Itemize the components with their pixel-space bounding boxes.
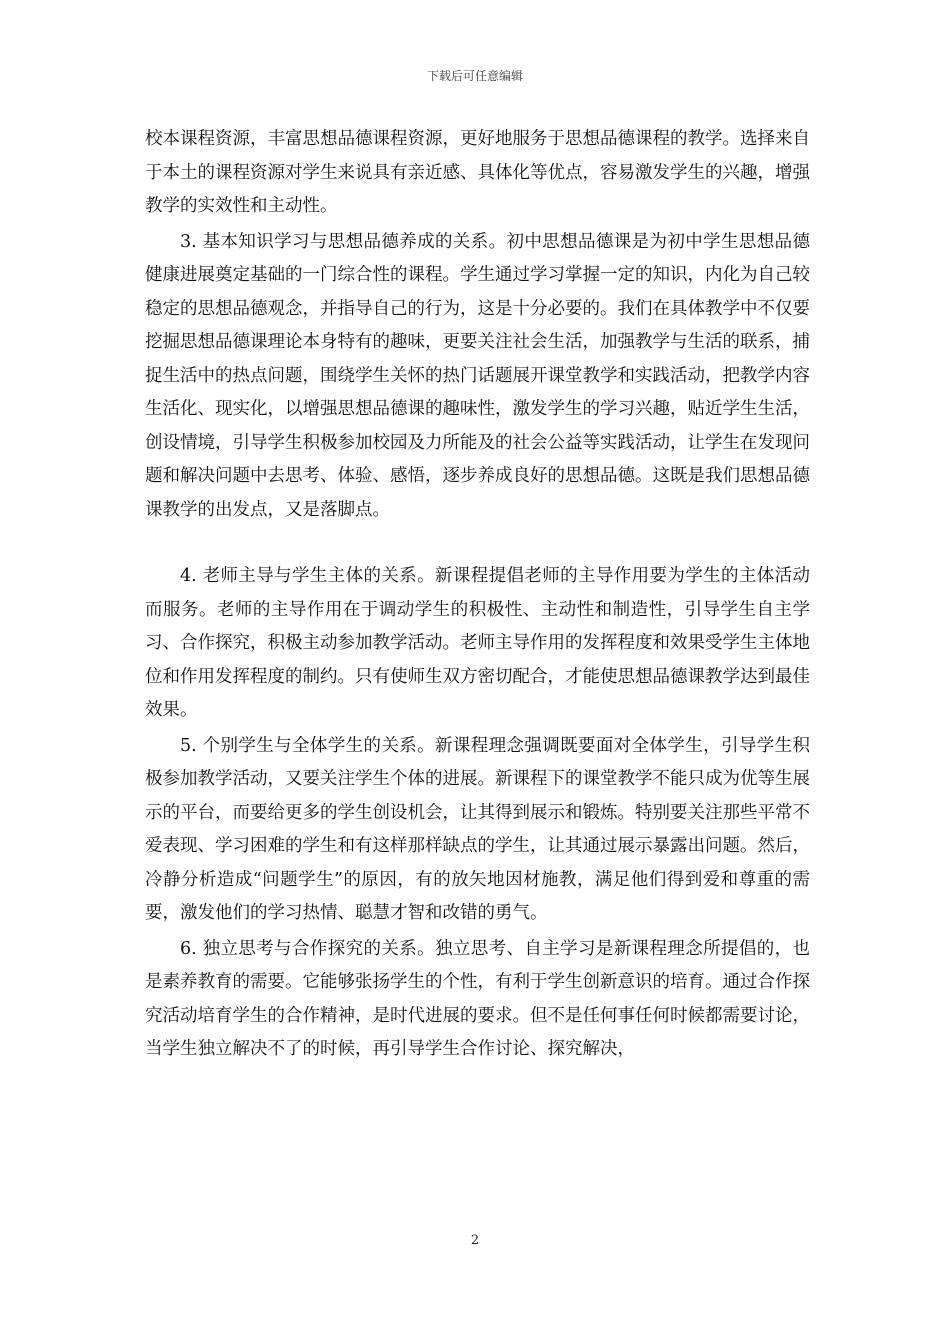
paragraph-3: 3. 基本知识学习与思想品德养成的关系。初中思想品德课是为初中学生思想品德健康进展奠定基础的一门综合性的课程。学生通过学习掌握一定的知识，内化为自己较稳定的思想品德观念，并指导自己的行为，这是十分必要的。我们在具体教学中不仅要挖掘思想品德课理论本身特有的趣味，更要关注社会生活，加强教学与生活的联系，捕捉生活中的热点问题，围绕学生关怀的热门话题展开课堂教学和实践活动，把教学内容生活化、现实化，以增强思想品德课的趣味性，激发学生的学习兴趣，贴近学生生活，创设情境，引导学生积极参加校园及力所能及的社会公益等实践活动，让学生在发现问题和解决问题中去思考、体验、感悟，逐步养成良好的思想品德。这既是我们思想品德课教学的出发点，又是落脚点。 (145, 231, 810, 520)
page-header-note: 下载后可任意编辑 (426, 69, 523, 83)
paragraph-4: 4. 老师主导与学生主体的关系。新课程提倡老师的主导作用要为学生的主体活动而服务。老师的主导作用在于调动学生的积极性、主动性和制造性，引导学生自主学习、合作探究，积极主动参加教学活动。老师主导作用的发挥程度和效果受学生主体地位和作用发挥程度的制约。只有使师生双方密切配合，才能使思想品德课教学达到最佳效果。 (145, 566, 810, 720)
paragraph-6: 6. 独立思考与合作探究的关系。独立思考、自主学习是新课程理念所提倡的，也是素养教育的需要。它能够张扬学生的个性，有利于学生创新意识的培育。通过合作探究活动培育学生的合作精神，是时代进展的要求。但不是任何事任何时候都需要讨论，当学生独立解决不了的时候，再引导学生合作讨论、探究解决， (145, 938, 810, 1059)
paragraph-continuation: 校本课程资源，丰富思想品德课程资源，更好地服务于思想品德课程的教学。选择来自于本土的课程资源对学生来说具有亲近感、具体化等优点，容易激发学生的兴趣，增强教学的实效性和主动性。 (145, 129, 810, 216)
page-number: 2 (470, 1233, 480, 1248)
document-body (145, 123, 810, 1069)
paragraph-5: 5. 个别学生与全体学生的关系。新课程理念强调既要面对全体学生，引导学生积极参加教学活动，又要关注学生个体的进展。新课程下的课堂教学不能只成为优等生展示的平台，而要给更多的学生创设机会，让其得到展示和锻炼。特别要关注那些平常不爱表现、学习困难的学生和有这样那样缺点的学生，让其通过展示暴露出问题。然后，冷静分析造成“问题学生”的原因，有的放矢地因材施教，满足他们得到爱和尊重的需要，激发他们的学习热情、聪慧才智和改错的勇气。 (145, 735, 810, 923)
